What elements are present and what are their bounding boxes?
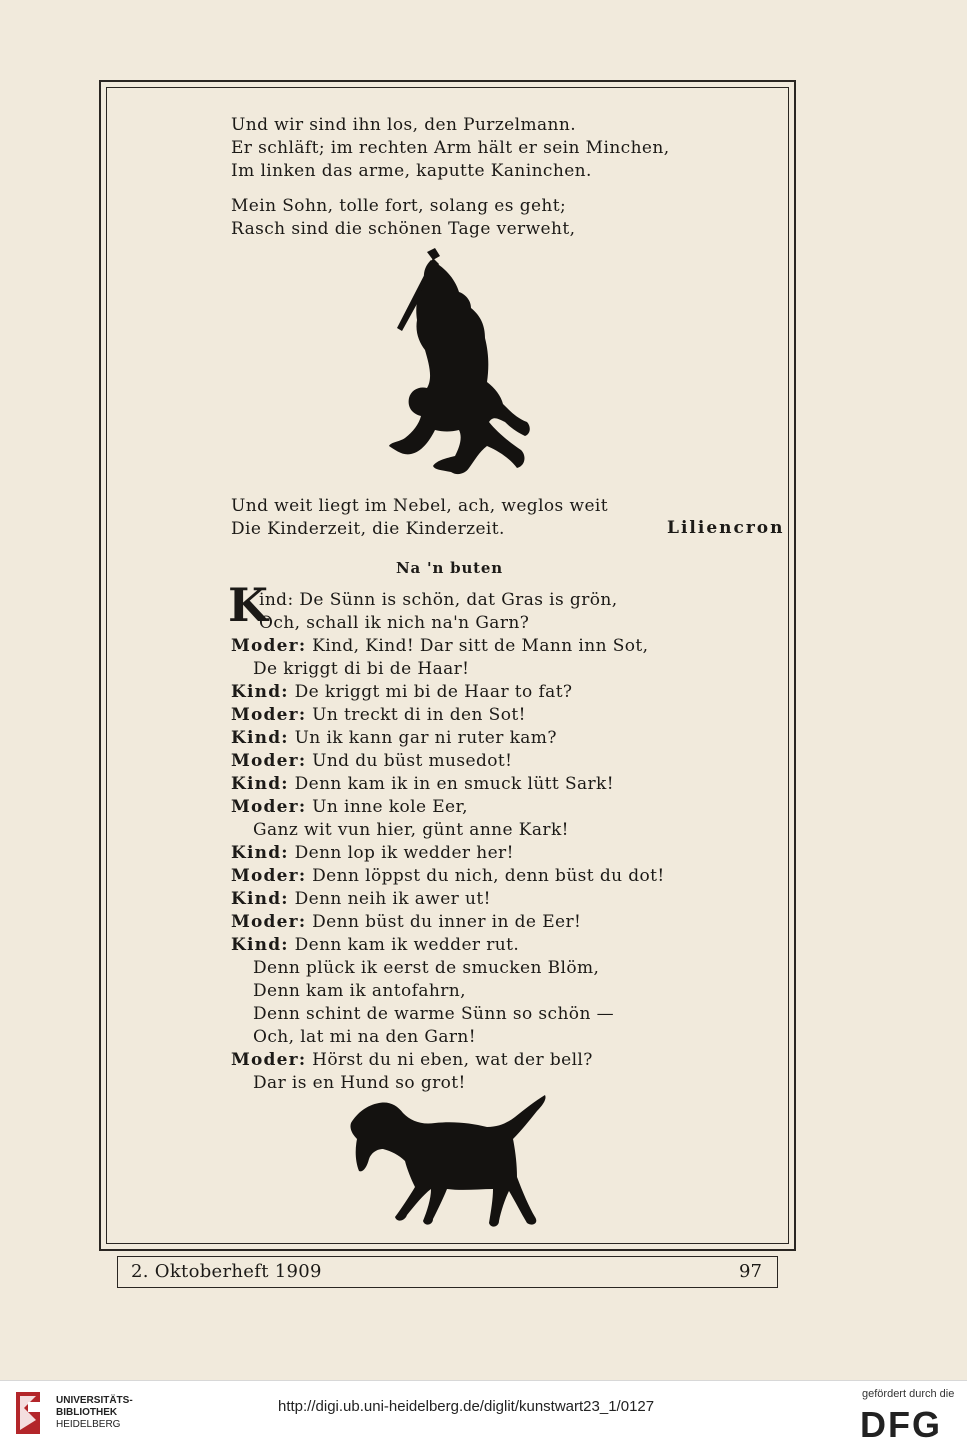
- poem-line: Kind: De kriggt mi bi de Haar to fat?: [231, 682, 573, 702]
- poem-line: ind: De Sünn is schön, dat Gras is grön,: [259, 590, 618, 610]
- poem-line: Und weit liegt im Nebel, ach, weglos weit: [231, 496, 608, 516]
- dfg-logo[interactable]: DFG: [860, 1404, 942, 1445]
- poem-line: Moder: Un inne kole Eer,: [231, 797, 468, 817]
- dog-silhouette: [349, 1093, 547, 1231]
- poem-line: Kind: Un ik kann gar ni ruter kam?: [231, 728, 557, 748]
- poem-line: Rasch sind die schönen Tage verweht,: [231, 219, 576, 239]
- poem-line: Er schläft; im rechten Arm hält er sein Minchen,: [231, 138, 670, 158]
- permalink-url[interactable]: http://digi.ub.uni-heidelberg.de/diglit/kunstwart23_1/0127: [278, 1398, 655, 1415]
- library-name[interactable]: UNIVERSITÄTS- BIBLIOTHEK HEIDELBERG: [56, 1395, 133, 1430]
- poem-line: Moder: Hörst du ni eben, wat der bell?: [231, 1050, 593, 1070]
- decorated-initial: K: [228, 578, 268, 632]
- poem-line: De kriggt di bi de Haar!: [253, 659, 470, 679]
- viewer-footer: [0, 1380, 967, 1452]
- poem-line: Och, lat mi na den Garn!: [253, 1027, 476, 1047]
- page-number: 97: [739, 1261, 762, 1282]
- poem-line: Dar is en Hund so grot!: [253, 1073, 466, 1093]
- poem-line: Mein Sohn, tolle fort, solang es geht;: [231, 196, 567, 216]
- poem-line: Moder: Denn löppst du nich, denn büst du dot!: [231, 866, 665, 886]
- poem-line: Ganz wit vun hier, günt anne Kark!: [253, 820, 569, 840]
- poem-line: Och, schall ik nich na'n Garn?: [259, 613, 530, 633]
- poem-line: Denn plück ik eerst de smucken Blöm,: [253, 958, 600, 978]
- poem-line: Denn schint de warme Sünn so schön —: [253, 1004, 614, 1024]
- poem-line: Denn kam ik antofahrn,: [253, 981, 466, 1001]
- poem-line: Moder: Kind, Kind! Dar sitt de Mann inn Sot,: [231, 636, 649, 656]
- poem-line: Kind: Denn kam ik wedder rut.: [231, 935, 520, 955]
- poem-author: Liliencron: [667, 518, 785, 538]
- poem-line: Kind: Denn neih ik awer ut!: [231, 889, 491, 909]
- man-and-child-silhouette: [385, 246, 540, 488]
- issue-label: 2. Oktoberheft 1909: [131, 1261, 322, 1282]
- poem-line: Moder: Denn büst du inner in de Eer!: [231, 912, 582, 932]
- poem-line: Kind: Denn kam ik in en smuck lütt Sark!: [231, 774, 614, 794]
- poem-line: Moder: Und du büst musedot!: [231, 751, 513, 771]
- poem-line: Kind: Denn lop ik wedder her!: [231, 843, 514, 863]
- sponsor-label: gefördert durch die: [862, 1388, 955, 1400]
- poem-title: Na 'n buten: [396, 559, 503, 577]
- poem-line: Moder: Un treckt di in den Sot!: [231, 705, 526, 725]
- poem-line: Die Kinderzeit, die Kinderzeit.: [231, 519, 505, 539]
- poem-line: Im linken das arme, kaputte Kaninchen.: [231, 161, 592, 181]
- poem-line: Und wir sind ihn los, den Purzelmann.: [231, 115, 577, 135]
- university-library-logo-icon[interactable]: [10, 1390, 48, 1436]
